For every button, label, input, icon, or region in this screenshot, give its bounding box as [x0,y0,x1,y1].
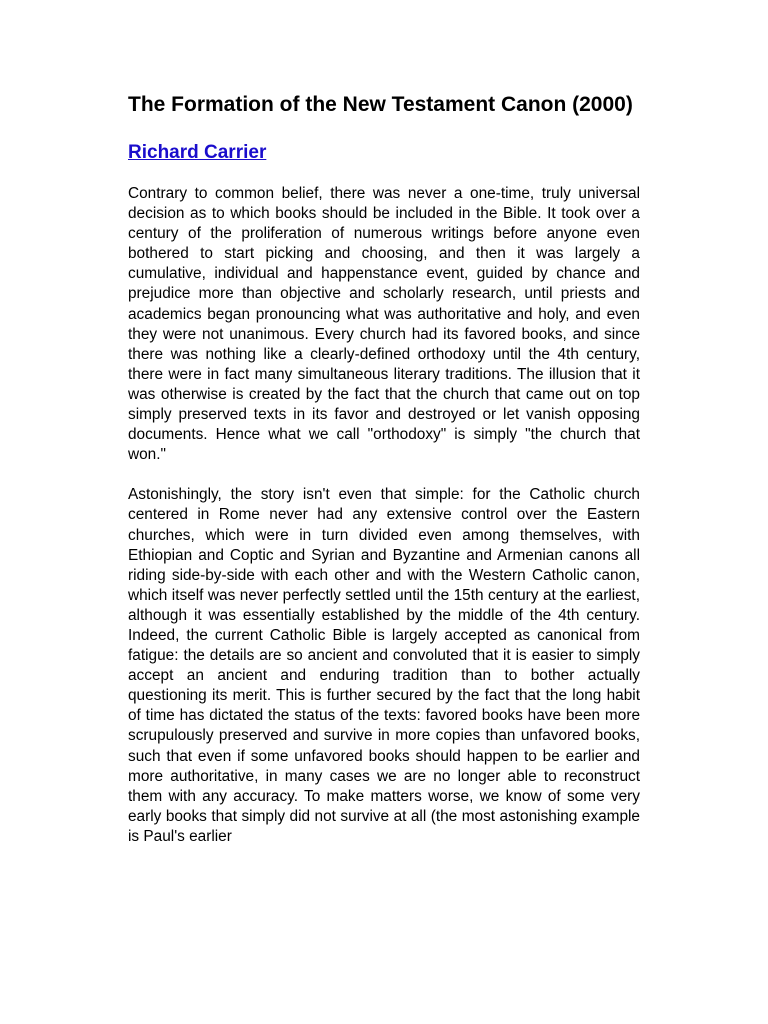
document-body [128,88,640,847]
paragraph-2: Astonishingly, the story isn't even that simple: for the Catholic church centered in Rome never had any extensive control over the Eastern churches, which were in turn divided even among themselves, with Ethiopian and Coptic and Syrian and Byzantine and Armenian canons all riding side-by-side with each other and with the Western Catholic canon, which itself was never perfectly settled until the 15th century at the earliest, although it was essentially established by the middle of the 4th century. Indeed, the current Catholic Bible is largely accepted as canonical from fatigue: the details are so ancient and convoluted that it is easier to simply accept an ancient and enduring tradition than to bother actually questioning its merit. This is further secured by the fact that the long habit of time has dictated the status of the texts: favored books have been more scrupulously preserved and survive in more copies than unfavored books, such that even if some unfavored books should happen to be earlier and more authoritative, in many cases we are no longer able to reconstruct them with any accuracy. To make matters worse, we know of some very early books that simply did not survive at all (the most astonishing example is Paul's earlier [128,486,640,845]
paragraph-1: Contrary to common belief, there was never a one-time, truly universal decision as to which books should be included in the Bible. It took over a century of the proliferation of numerous writings before anyone even bothered to start picking and choosing, and then it was largely a cumulative, individual and happenstance event, guided by chance and prejudice more than objective and scholarly research, until priests and academics began pronouncing what was authoritative and holy, and even they were not unanimous. Every church had its favored books, and since there was nothing like a clearly-defined orthodoxy until the 4th century, there were in fact many simultaneous literary traditions. The illusion that it was otherwise is created by the fact that the church that came out on top simply preserved texts in its favor and destroyed or let vanish opposing documents. Hence what we call "orthodoxy" is simply "the church that won." [128,185,640,464]
document-title: The Formation of the New Testament Canon (2000) [128,93,633,116]
author-link[interactable]: Richard Carrier [128,142,267,163]
